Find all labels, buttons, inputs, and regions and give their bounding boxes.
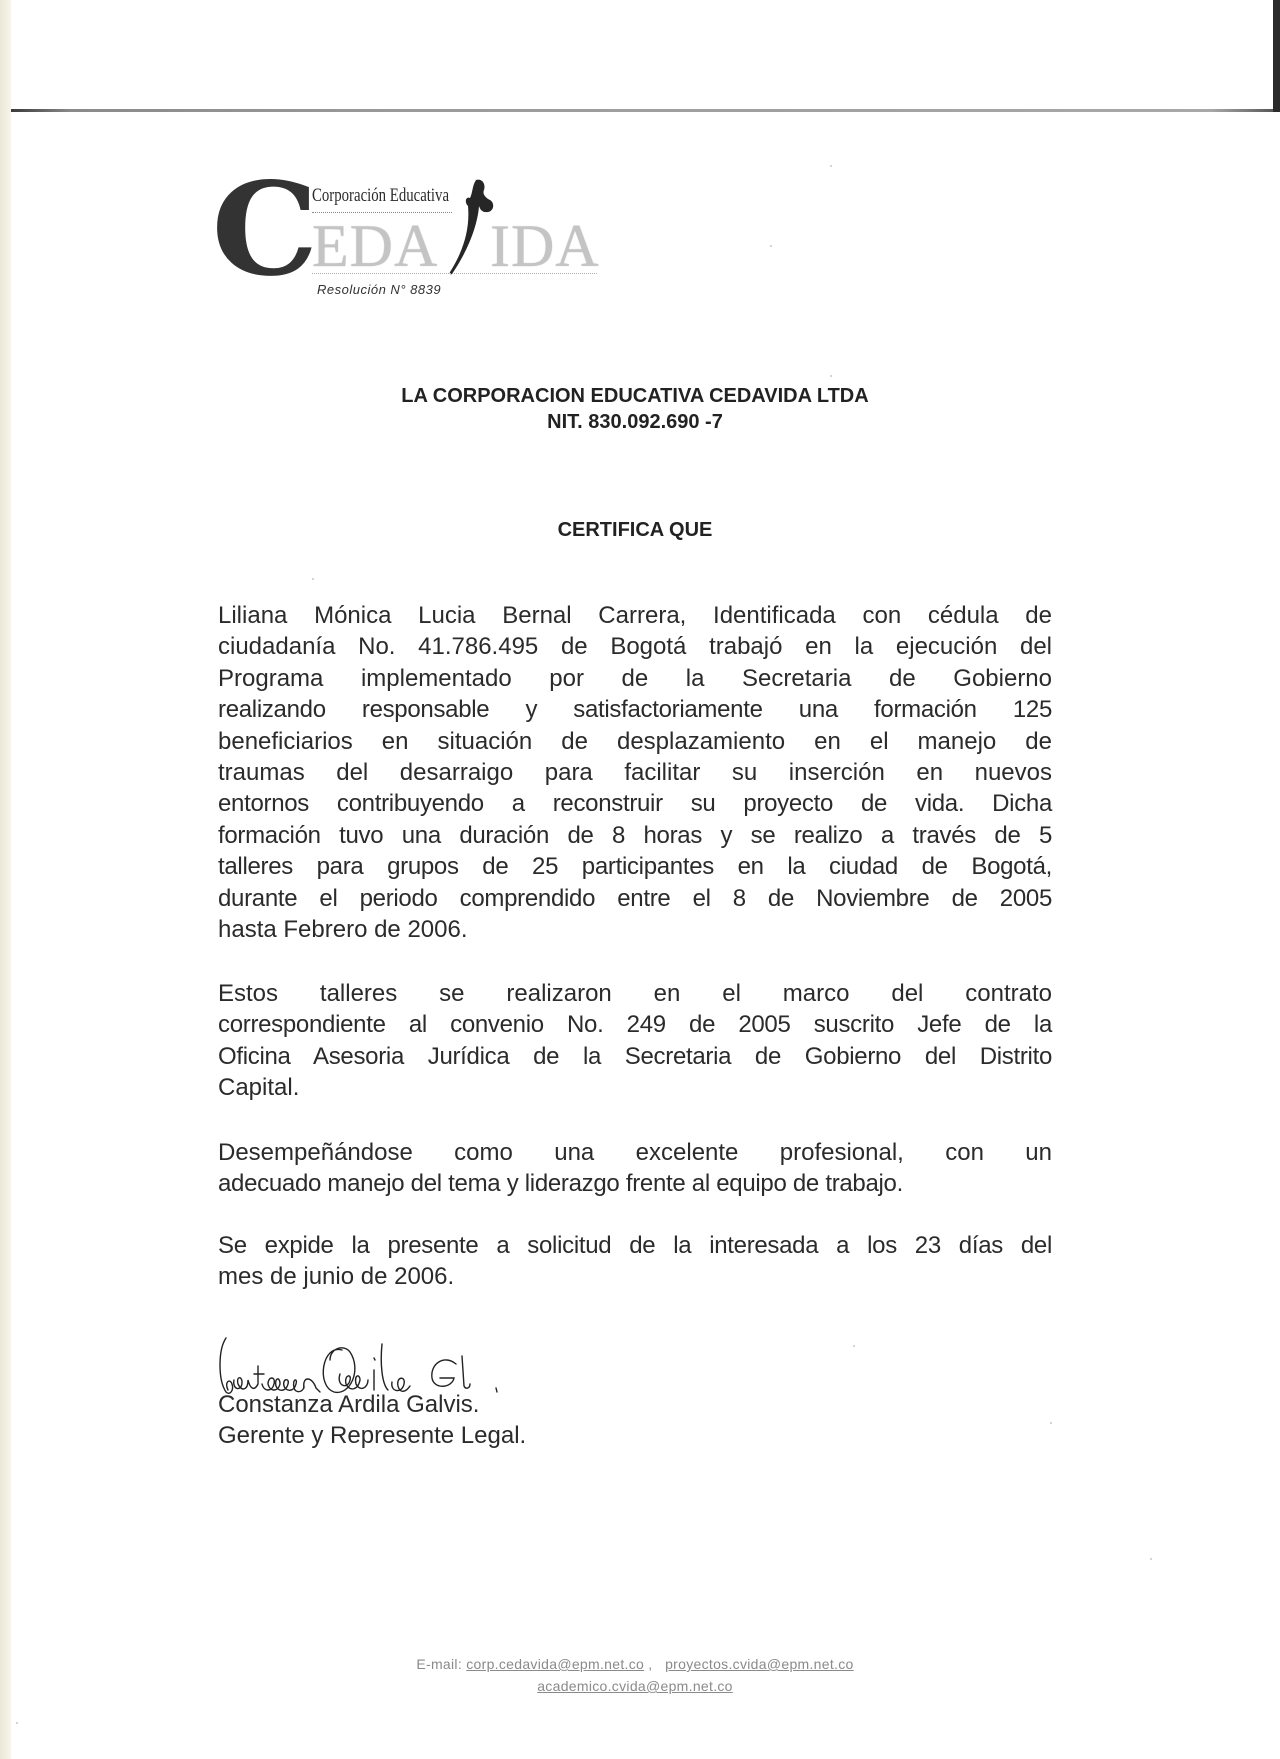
text-line: durante el periodo comprendido entre el 8 de Noviembre de 2005 <box>218 884 1052 912</box>
text-line: traumas del desarraigo para facilitar su inserción en nuevos <box>218 759 1052 787</box>
text-line: formación tuvo una duración de 8 horas y se realizo a través de 5 <box>218 821 1052 849</box>
signatory-title: Gerente y Represente Legal. <box>218 1422 527 1449</box>
text-line: Programa implementado por de la Secretaria de Gobierno <box>218 664 1052 692</box>
scan-speck <box>830 165 832 167</box>
scan-speck <box>1050 1422 1052 1424</box>
text-line: correspondiente al convenio No. 249 de 2005 suscrito Jefe de la <box>218 1011 1052 1039</box>
text-line: entornos contribuyendo a reconstruir su proyecto de vida. Dicha <box>218 790 1052 818</box>
email-link-proyectos[interactable]: proyectos.cvida@epm.net.co <box>665 1656 854 1672</box>
text-line: Estos talleres se realizaron en el marco del contrato <box>218 980 1052 1007</box>
logo-initial: C <box>211 155 319 305</box>
logo-tagline: Corporación Educativa <box>312 185 450 206</box>
text-line: mes de junio de 2006. <box>218 1263 455 1291</box>
paragraph-employment <box>218 600 1052 945</box>
signatory-name: Constanza Ardila Galvis. <box>218 1391 480 1418</box>
scan-speck <box>312 578 314 580</box>
email-separator: , <box>648 1656 653 1672</box>
text-line: Se expide la presente a solicitud de la interesada a los 23 días del <box>218 1232 1052 1259</box>
logo-wordmark-left: EDA <box>312 213 439 279</box>
paragraph-contract <box>218 978 1052 1104</box>
logo-baseline <box>312 273 597 274</box>
page-top-edge <box>11 109 1276 112</box>
paragraph-issuance <box>218 1230 1052 1293</box>
scan-shadow-left <box>0 0 11 1759</box>
email-link-corp[interactable]: corp.cedavida@epm.net.co <box>466 1656 645 1672</box>
scan-margin-top <box>11 0 1273 110</box>
page-right-edge <box>1273 0 1280 112</box>
organization-title: LA CORPORACION EDUCATIVA CEDAVIDA LTDA <box>401 385 869 407</box>
text-line: Desempeñándose como una excelente profesional, con un <box>218 1139 1052 1166</box>
email-link-academico[interactable]: academico.cvida@epm.net.co <box>537 1678 733 1694</box>
footer-contact <box>0 1656 1270 1672</box>
scan-speck <box>830 375 832 377</box>
text-line: hasta Febrero de 2006. <box>218 916 468 944</box>
text-line: Capital. <box>218 1074 300 1102</box>
logo-wordmark-right: IDA <box>490 213 600 279</box>
logo-resolution: Resolución N° 8839 <box>317 282 442 297</box>
text-line: beneficiarios en situación de desplazamiento en el manejo de <box>218 727 1052 755</box>
text-line: adecuado manejo del tema y liderazgo frente al equipo de trabajo. <box>218 1170 903 1198</box>
text-line: ciudadanía No. 41.786.495 de Bogotá trabajó en la ejecución del <box>218 633 1052 661</box>
email-label: E-mail: <box>416 1656 463 1672</box>
certificate-title: CERTIFICA QUE <box>557 519 713 541</box>
scan-speck <box>1150 1558 1152 1560</box>
scan-speck <box>770 245 772 247</box>
text-line: talleres para grupos de 25 participantes en la ciudad de Bogotá, <box>218 853 1052 881</box>
logo-swoosh-icon <box>446 176 496 276</box>
text-line: realizando responsable y satisfactoriamente una formación 125 <box>218 696 1052 724</box>
footer-contact-line-2 <box>0 1678 1270 1694</box>
cedavida-logo <box>211 155 600 305</box>
text-line: Liliana Mónica Lucia Bernal Carrera, Identificada con cédula de <box>218 602 1052 629</box>
scan-speck <box>853 1345 855 1347</box>
paragraph-performance <box>218 1137 1052 1200</box>
text-line: Oficina Asesoria Jurídica de la Secretaria de Gobierno del Distrito <box>218 1042 1052 1070</box>
scan-speck <box>16 1722 18 1724</box>
organization-nit: NIT. 830.092.690 -7 <box>547 411 723 433</box>
